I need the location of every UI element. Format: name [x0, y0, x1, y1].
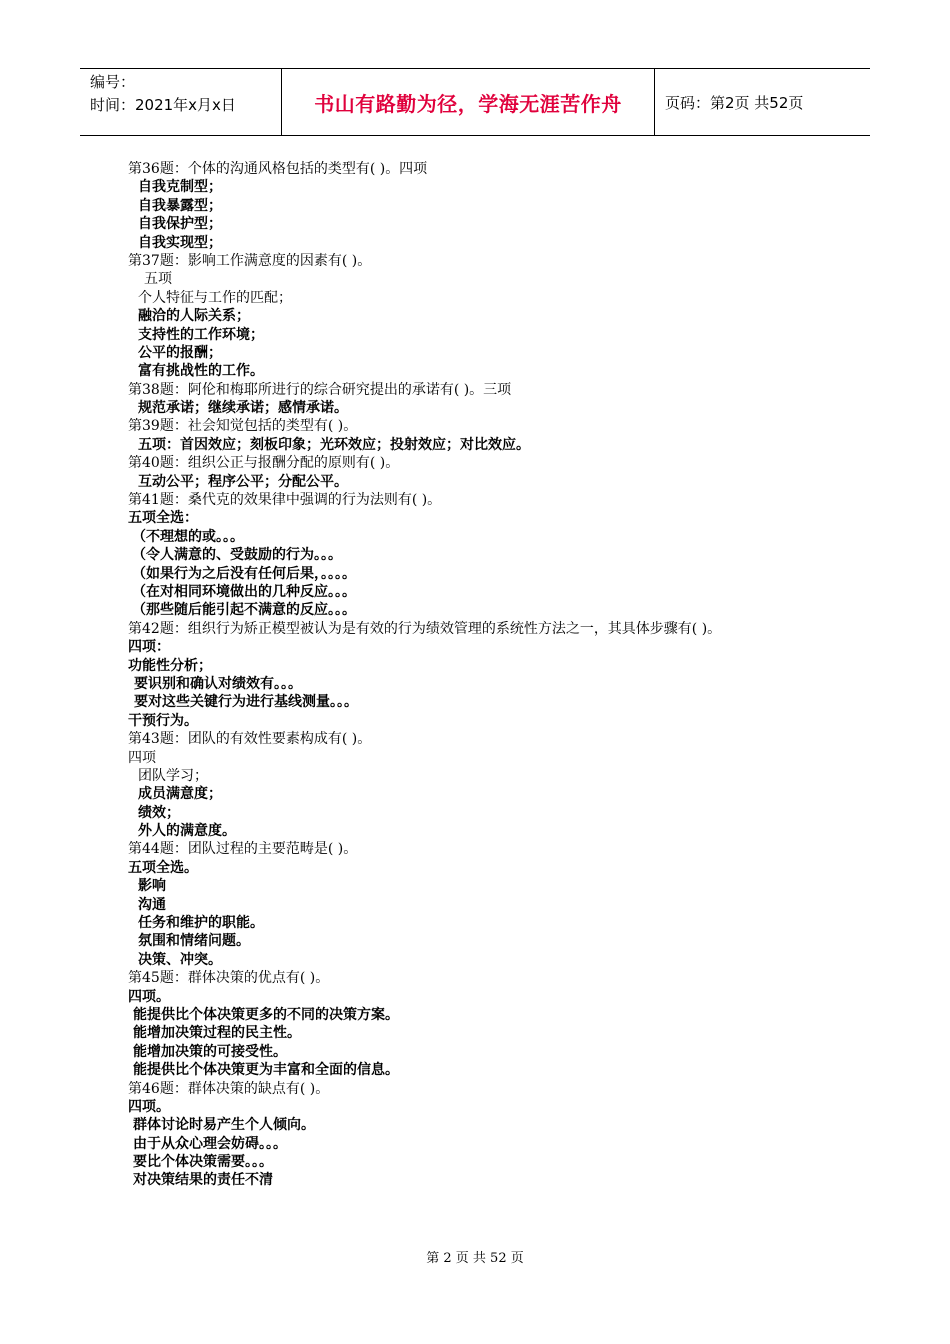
answer-line: 四项： — [128, 639, 170, 656]
answer-line: 成员满意度； — [138, 786, 222, 803]
answer-line: 能增加决策过程的民主性。 — [133, 1025, 301, 1042]
answer-line: 五项全选： — [128, 510, 198, 527]
question-line: 第37题：影响工作满意度的因素有( )。 — [128, 252, 372, 269]
answer-line: 由于从众心理会妨碍。。。 — [133, 1135, 287, 1152]
document-header — [80, 68, 870, 136]
answer-line: 五项 — [144, 271, 172, 288]
answer-line: 能增加决策的可接受性。 — [133, 1043, 287, 1060]
page-label: 页码：第2页 共52页 — [665, 93, 804, 112]
answer-line: 要识别和确认对绩效有。。。 — [134, 675, 302, 692]
answer-line: 干预行为。 — [128, 712, 198, 729]
question-line: 第43题：团队的有效性要素构成有( )。 — [128, 731, 372, 748]
answer-line: 群体讨论时易产生个人倾向。 — [133, 1117, 315, 1134]
answer-line: 自我保护型； — [138, 216, 222, 233]
question-line: 第46题：群体决策的缺点有( )。 — [128, 1080, 330, 1097]
answer-line: （令人满意的、受鼓励的行为。。。 — [132, 547, 342, 564]
answer-line: 五项全选。 — [128, 859, 198, 876]
header-page-cell — [655, 69, 870, 135]
answer-line: （在对相同环境做出的几种反应。。。 — [132, 583, 356, 600]
question-line: 第36题：个体的沟通风格包括的类型有( )。四项 — [128, 161, 428, 177]
answer-line: 个人特征与工作的匹配； — [138, 289, 292, 306]
answer-line: 外人的满意度。 — [138, 823, 236, 840]
question-line: 第45题：群体决策的优点有( )。 — [128, 970, 330, 987]
question-line: 第40题：组织公正与报酬分配的原则有( )。 — [128, 455, 400, 472]
answer-line: （不理想的或。。。 — [132, 528, 244, 545]
answer-line: 氛围和情绪问题。 — [138, 933, 250, 950]
question-line: 第44题：团队过程的主要范畴是( )。 — [128, 841, 358, 858]
answer-line: 规范承诺；继续承诺；感情承诺。 — [138, 400, 348, 417]
answer-line: 五项：首因效应；刻板印象；光环效应；投射效应；对比效应。 — [138, 436, 530, 453]
answer-line: 四项 — [128, 749, 156, 766]
answer-line: 任务和维护的职能。 — [138, 915, 264, 932]
header-meta — [80, 69, 282, 135]
answer-line: 支持性的工作环境； — [138, 326, 264, 343]
answer-line: 绩效； — [138, 804, 180, 821]
document-body — [128, 160, 848, 1190]
number-label: 编号： — [90, 73, 136, 91]
motto-text: 书山有路勤为径，学海无涯苦作舟 — [314, 91, 622, 116]
answer-line: 团队学习； — [138, 767, 208, 784]
answer-line: 互动公平；程序公平；分配公平。 — [138, 473, 348, 490]
answer-line: 能提供比个体决策更为丰富和全面的信息。 — [133, 1062, 399, 1079]
answer-line: 能提供比个体决策更多的不同的决策方案。 — [133, 1006, 399, 1023]
page-footer: 第 2 页 共 52 页 — [426, 1251, 524, 1266]
answer-line: 融洽的人际关系； — [138, 308, 250, 325]
question-line: 第38题：阿伦和梅耶所进行的综合研究提出的承诺有( )。三项 — [128, 381, 512, 398]
question-line: 第41题：桑代克的效果律中强调的行为法则有( )。 — [128, 492, 442, 509]
answer-line: 决策、冲突。 — [138, 951, 222, 968]
answer-line: 沟通 — [138, 896, 166, 913]
answer-line: 四项。 — [128, 1098, 170, 1115]
header-motto-cell — [282, 69, 655, 135]
answer-line: 影响 — [138, 878, 166, 895]
answer-line: 自我暴露型； — [138, 197, 222, 214]
answer-line: 对决策结果的责任不清 — [133, 1172, 273, 1189]
answer-line: 自我克制型； — [138, 179, 222, 196]
answer-line: 四项。 — [128, 988, 170, 1005]
answer-line: 自我实现型； — [138, 234, 222, 251]
answer-line: 功能性分析； — [128, 657, 212, 674]
answer-line: 公平的报酬； — [138, 344, 222, 361]
answer-line: （那些随后能引起不满意的反应。。。 — [132, 602, 356, 619]
answer-line: （如果行为之后没有任何后果，。。。。 — [132, 565, 356, 582]
answer-line: 富有挑战性的工作。 — [138, 363, 264, 380]
question-line: 第42题：组织行为矫正模型被认为是有效的行为绩效管理的系统性方法之一，其具体步骤有( )。 — [128, 620, 722, 637]
time-label: 时间：2021年x月x日 — [90, 96, 236, 114]
answer-line: 要对这些关键行为进行基线测量。。。 — [134, 694, 358, 711]
question-line: 第39题：社会知觉包括的类型有( )。 — [128, 418, 358, 435]
answer-line: 要比个体决策需要。。。 — [133, 1154, 273, 1171]
